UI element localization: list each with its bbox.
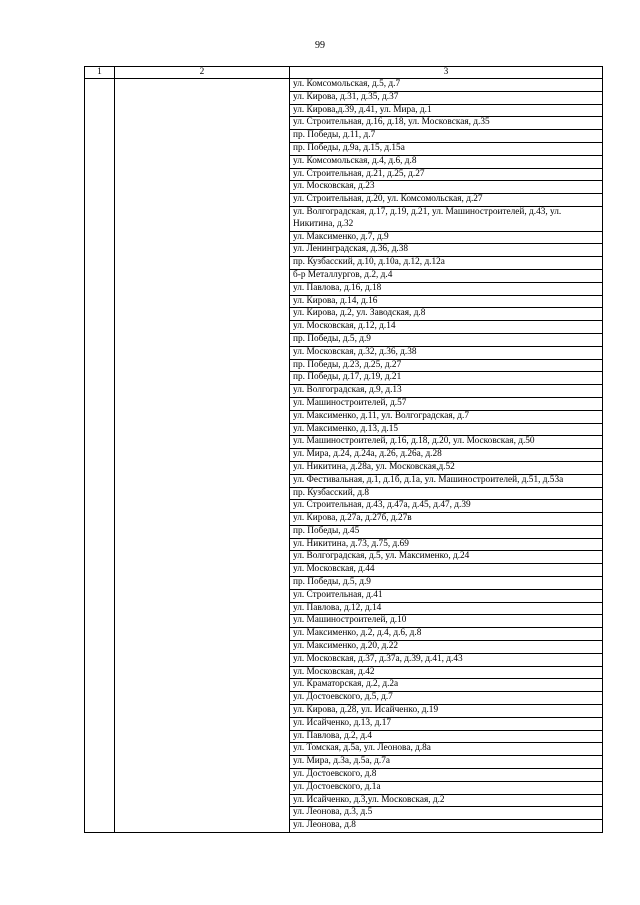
address-cell: ул. Строительная, д.16, д.18, ул. Московская, д.35 — [290, 117, 603, 130]
address-cell: ул. Московская, д.12, д.14 — [290, 321, 603, 334]
address-cell: ул. Павлова, д.12, д.14 — [290, 602, 603, 615]
header-col-1: 1 — [85, 67, 115, 79]
address-cell: ул. Фестивальная, д.1, д.1б, д.1а, ул. Машиностроителей, д.51, д.53а — [290, 474, 603, 487]
address-cell: ул. Достоевского, д.5, д.7 — [290, 692, 603, 705]
address-cell: ул. Строительная, д.43, д.47а, д.45, д.47, д.39 — [290, 500, 603, 513]
address-cell: ул. Московская, д.42 — [290, 666, 603, 679]
address-cell: ул. Волгоградская, д.5, ул. Максименко, д.24 — [290, 551, 603, 564]
address-cell: пр. Кузбасский, д.8 — [290, 487, 603, 500]
address-cell: ул. Волгоградская, д.17, д.19, д.21, ул. Машиностроителей, д.43, ул. Никитина, д.32 — [290, 206, 603, 231]
address-cell: ул. Достоевского, д.1а — [290, 781, 603, 794]
address-cell: пр. Кузбасский, д.10, д.10а, д.12, д.12а — [290, 257, 603, 270]
address-cell: ул. Волгоградская, д.9, д.13 — [290, 385, 603, 398]
address-cell: ул. Томская, д.5а, ул. Леонова, д.8а — [290, 743, 603, 756]
page-number: 99 — [315, 40, 325, 51]
address-cell: ул. Максименко, д.20, д.22 — [290, 641, 603, 654]
address-cell: ул. Леонова, д.3, д.5 — [290, 807, 603, 820]
address-cell: ул. Машиностроителей, д.10 — [290, 615, 603, 628]
address-cell: ул. Максименко, д.2, д.4, д.6, д.8 — [290, 628, 603, 641]
address-cell: ул. Кирова, д.2, ул. Заводская, д.8 — [290, 308, 603, 321]
table-row — [85, 79, 603, 92]
address-cell: ул. Московская, д.23 — [290, 181, 603, 194]
address-cell: ул. Комсомольская, д.5, д.7 — [290, 79, 603, 92]
address-cell: ул. Машиностроителей, д.16, д.18, д.20, ул. Московская, д.50 — [290, 436, 603, 449]
address-cell: ул. Исайченко, д.13, д.17 — [290, 717, 603, 730]
address-cell: ул. Машиностроителей, д.57 — [290, 397, 603, 410]
address-cell: ул. Комсомольская, д.4, д.6, д.8 — [290, 155, 603, 168]
header-col-3: 3 — [290, 67, 603, 79]
table-header-row — [85, 67, 603, 79]
address-cell: ул. Кирова, д.14, д.16 — [290, 295, 603, 308]
address-cell: ул. Мира, д.24, д.24а, д.26, д.26а, д.28 — [290, 449, 603, 462]
address-cell: ул. Леонова, д.8 — [290, 820, 603, 833]
address-cell: пр. Победы, д.17, д.19, д.21 — [290, 372, 603, 385]
address-cell: ул. Мира, д.3а, д.5а, д.7а — [290, 756, 603, 769]
address-cell: ул. Строительная, д.41 — [290, 589, 603, 602]
address-cell: ул. Павлова, д.16, д.18 — [290, 282, 603, 295]
address-cell: пр. Победы, д.5, д.9 — [290, 577, 603, 590]
col-2-merged-cell — [115, 79, 290, 833]
address-cell: ул. Кирова, д.27а, д.27б, д.27в — [290, 513, 603, 526]
address-cell: ул. Максименко, д.7, д.9 — [290, 231, 603, 244]
address-cell: ул. Достоевского, д.8 — [290, 769, 603, 782]
address-cell: ул. Краматорская, д.2, д.2а — [290, 679, 603, 692]
header-col-2: 2 — [115, 67, 290, 79]
address-cell: ул. Московская, д.37, д.37а, д.39, д.41, д.43 — [290, 653, 603, 666]
address-cell: пр. Победы, д.23, д.25, д.27 — [290, 359, 603, 372]
col-1-merged-cell — [85, 79, 115, 833]
address-cell: пр. Победы, д.5, д.9 — [290, 333, 603, 346]
address-cell: ул. Строительная, д.21, д.25, д.27 — [290, 168, 603, 181]
address-cell: ул. Исайченко, д.3,ул. Московская, д.2 — [290, 794, 603, 807]
address-cell: пр. Победы, д.45 — [290, 525, 603, 538]
address-cell: ул. Кирова, д.28, ул. Исайченко, д.19 — [290, 705, 603, 718]
address-cell: пр. Победы, д.11, д.7 — [290, 130, 603, 143]
address-cell: ул. Кирова,д.39, д.41, ул. Мира, д.1 — [290, 104, 603, 117]
address-cell: ул. Строительная, д.20, ул. Комсомольская, д.27 — [290, 194, 603, 207]
address-cell: ул. Московская, д.44 — [290, 564, 603, 577]
address-cell: пр. Победы, д.9а, д.15, д.15а — [290, 142, 603, 155]
address-cell: ул. Ленинградская, д.36, д.38 — [290, 244, 603, 257]
address-cell: ул. Максименко, д.11, ул. Волгоградская, д.7 — [290, 410, 603, 423]
address-table — [84, 66, 603, 833]
address-cell: ул. Максименко, д.13, д.15 — [290, 423, 603, 436]
address-cell: б-р Металлургов, д.2, д.4 — [290, 269, 603, 282]
address-cell: ул. Никитина, д.73, д.75, д.69 — [290, 538, 603, 551]
address-cell: ул. Московская, д.32, д.36, д.38 — [290, 346, 603, 359]
address-cell: ул. Никитина, д.28а, ул. Московская,д.52 — [290, 461, 603, 474]
address-cell: ул. Павлова, д.2, д.4 — [290, 730, 603, 743]
address-cell: ул. Кирова, д.31, д.35, д.37 — [290, 91, 603, 104]
